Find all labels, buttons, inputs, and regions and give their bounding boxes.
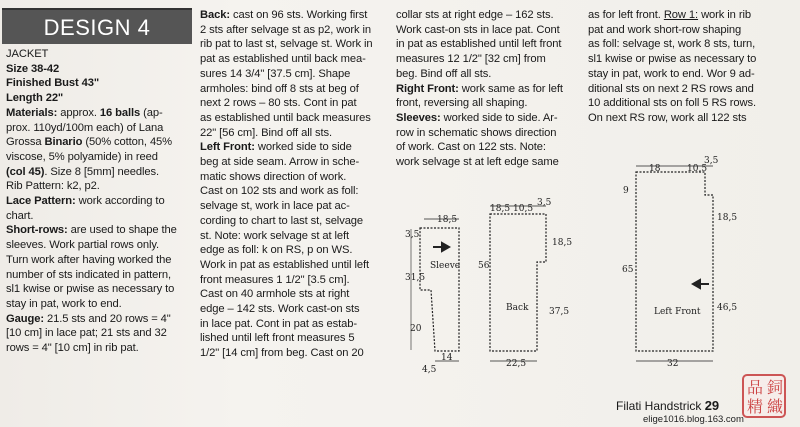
- short-rows-line: Turn work after having worked the: [6, 253, 172, 266]
- back-schematic: [490, 206, 546, 361]
- back-measure-left: 56: [478, 261, 490, 271]
- left-front-measure-r2: 46,5: [717, 303, 738, 313]
- left-front-line: collar sts at right edge – 162 sts.: [396, 9, 554, 21]
- materials-line: prox. 110yd/100m each) of Lana: [6, 121, 164, 134]
- direction-arrow-icon: [433, 243, 449, 251]
- left-front-label: Left Front: [654, 307, 701, 317]
- gauge-line: Gauge: 21.5 sts and 20 rows = 4": [6, 312, 171, 325]
- back-measure-t2: 10,5: [513, 204, 534, 214]
- sleeve-measure-foot: 4,5: [422, 365, 437, 375]
- left-front-line: Cast on 40 armhole sts at right: [200, 288, 350, 301]
- sleeve-measure-top: 18,5: [437, 215, 458, 225]
- left-front-line: measures 12 1/2" [32 cm] from: [396, 53, 546, 66]
- left-front-measure-9: 9: [623, 186, 629, 196]
- left-front-line: selvage st, work in lace pat ac-: [200, 200, 350, 213]
- left-front-measure-bottom: 32: [667, 359, 679, 369]
- left-front-line: Left Front: worked side to side: [200, 141, 352, 154]
- sleeves-line: as for left front. Row 1: work in rib: [588, 9, 751, 21]
- sleeves-line: stay in pat, work to end. Wor 9 ad-: [588, 67, 755, 80]
- left-front-line: beg at side seam. Arrow in sche-: [200, 156, 360, 169]
- back-line: as established until back measures: [200, 111, 371, 124]
- direction-arrow-icon: [693, 280, 709, 288]
- sleeve-label: Sleeve: [430, 261, 461, 271]
- back-label: Back: [506, 303, 529, 313]
- left-front-measure-left: 65: [622, 265, 634, 275]
- left-front-line: lished until left front measures 5: [200, 332, 355, 345]
- left-front-line: edge – 142 sts. Work cast-on sts: [200, 303, 360, 316]
- right-front-line: Right Front: work same as for left: [396, 82, 563, 95]
- sleeve-measure-cap: 3,5: [405, 230, 420, 240]
- back-line: sures 14 3/4" [37.5 cm]. Shape: [200, 67, 351, 80]
- short-rows-line: number of sts indicated in pattern,: [6, 268, 172, 281]
- back-measure-bottom: 22,5: [506, 359, 527, 369]
- left-front-line: matic shows direction of work.: [200, 170, 347, 183]
- sleeve-schematic: [411, 219, 459, 361]
- left-front-line: cording to chart to last st, selvage: [200, 214, 364, 227]
- left-front-line: 1/2" [14 cm] from beg. Cast on 20: [200, 347, 364, 360]
- back-line: next 2 rows – 80 sts. Cont in pat: [200, 97, 357, 110]
- left-front-line: front measures 1 1/2" [3.5 cm].: [200, 273, 350, 286]
- back-outline: [490, 214, 546, 351]
- seal-stamp: [742, 374, 786, 418]
- size-line: Size 38-42: [6, 62, 60, 75]
- lace-pattern-line: Lace Pattern: work according to: [6, 195, 165, 208]
- left-front-outline: [636, 172, 713, 351]
- sleeve-measure-side: 31,5: [405, 273, 426, 283]
- left-front-line: edge as foll: k on RS, p on WS.: [200, 244, 353, 257]
- watermark: elige1016.blog.163.com: [643, 414, 744, 425]
- rib-pattern-line: Rib Pattern: k2, p2.: [6, 180, 100, 193]
- materials-line: Grossa Binario (50% cotton, 45%: [6, 136, 173, 149]
- sleeves-line: 10 additional sts on foll 5 RS rows.: [588, 97, 757, 110]
- length-line: Length 22": [6, 92, 64, 105]
- sleeve-measure-bottom: 20: [410, 324, 422, 334]
- back-line: rib pat to last st, selvage st. Work in: [200, 38, 373, 51]
- gauge-line: rows = 4" [10 cm] in rib pat.: [6, 342, 139, 355]
- sleeves-line: as foll: selvage st, work 8 sts, turn,: [588, 38, 756, 51]
- back-line: pat as established until back mea-: [200, 53, 366, 66]
- left-front-measure-t3: 3,5: [704, 156, 719, 166]
- bust-line: Finished Bust 43": [6, 77, 100, 90]
- jacket-heading: JACKET: [6, 48, 49, 60]
- left-front-schematic: [636, 166, 713, 361]
- left-front-line: in lace pat. Cont in pat as estab-: [200, 317, 358, 330]
- back-measure-r1: 18,5: [552, 238, 573, 248]
- page-number: 29: [704, 398, 720, 413]
- short-rows-line: Short-rows: are used to shape the: [6, 224, 177, 237]
- lace-pattern-line: chart.: [6, 209, 34, 222]
- materials-paragraph: Materials: approx. 16 balls (ap-: [6, 106, 163, 119]
- gauge-line: [10 cm] in lace pat; 21 sts and 32: [6, 327, 167, 340]
- stamp-char: 精: [747, 397, 764, 416]
- back-measure-t1: 18,5: [490, 204, 511, 214]
- left-front-line: st. Note: work selvage st at left: [200, 229, 350, 242]
- stamp-char: 品: [747, 378, 764, 397]
- back-measure-t3: 3,5: [537, 198, 552, 208]
- short-rows-line: sleeves. Work partial rows only.: [6, 239, 160, 252]
- back-line: armholes: bind off 8 sts at beg of: [200, 82, 359, 95]
- left-front-measure-t1: 18: [649, 164, 661, 174]
- short-rows-line: sl1 kwise or pwise as necessary to: [6, 283, 175, 296]
- design-title: DESIGN 4: [43, 15, 151, 40]
- left-front-line: Work cast-on sts in lace pat. Cont: [396, 23, 560, 36]
- stamp-char: 織: [767, 397, 784, 416]
- back-line: 22" [56 cm]. Bind off all sts.: [200, 126, 332, 139]
- materials-line: (col 45). Size 8 [5mm] needles.: [6, 165, 159, 178]
- short-rows-line: stay in pat, work to end.: [6, 297, 122, 310]
- left-front-measure-t2: 10,5: [687, 164, 708, 174]
- sleeves-line: row in schematic shows direction: [396, 126, 557, 139]
- back-measure-r2: 37,5: [549, 307, 570, 317]
- sleeves-line: work selvage st at left edge same: [396, 156, 559, 169]
- materials-line: viscose, 5% polyamide) in reed: [6, 150, 158, 163]
- back-line: 2 sts after selvage st as p2, work in: [200, 23, 372, 36]
- sleeves-line: Sleeves: worked side to side. Ar-: [396, 111, 558, 124]
- sleeves-line: ditional sts on next 2 RS rows and: [588, 82, 754, 95]
- left-front-line: Work in pat as established until left: [200, 258, 369, 271]
- left-front-measure-r1: 18,5: [717, 213, 738, 223]
- sleeves-line: pat and work short-row shaping: [588, 23, 742, 36]
- stamp-char: 鉰: [767, 378, 784, 397]
- sleeves-line: of work. Cast on 122 sts. Note:: [396, 141, 546, 154]
- sleeves-line: sl1 kwise or pwise as necessary to: [588, 53, 757, 66]
- page-footer: [616, 398, 719, 413]
- left-front-line: beg. Bind off all sts.: [396, 67, 492, 80]
- left-front-line: Cast on 102 sts and work as foll:: [200, 185, 359, 198]
- sleeve-measure-width: 14: [441, 353, 453, 363]
- magazine-name: Filati Handstrick: [616, 399, 705, 413]
- back-line: Back: cast on 96 sts. Working first: [200, 9, 368, 21]
- left-front-line: in pat as established until left front: [396, 38, 562, 51]
- right-front-line: front, reversing all shaping.: [396, 97, 528, 110]
- sleeves-line: On next RS row, work all 122 sts: [588, 111, 747, 124]
